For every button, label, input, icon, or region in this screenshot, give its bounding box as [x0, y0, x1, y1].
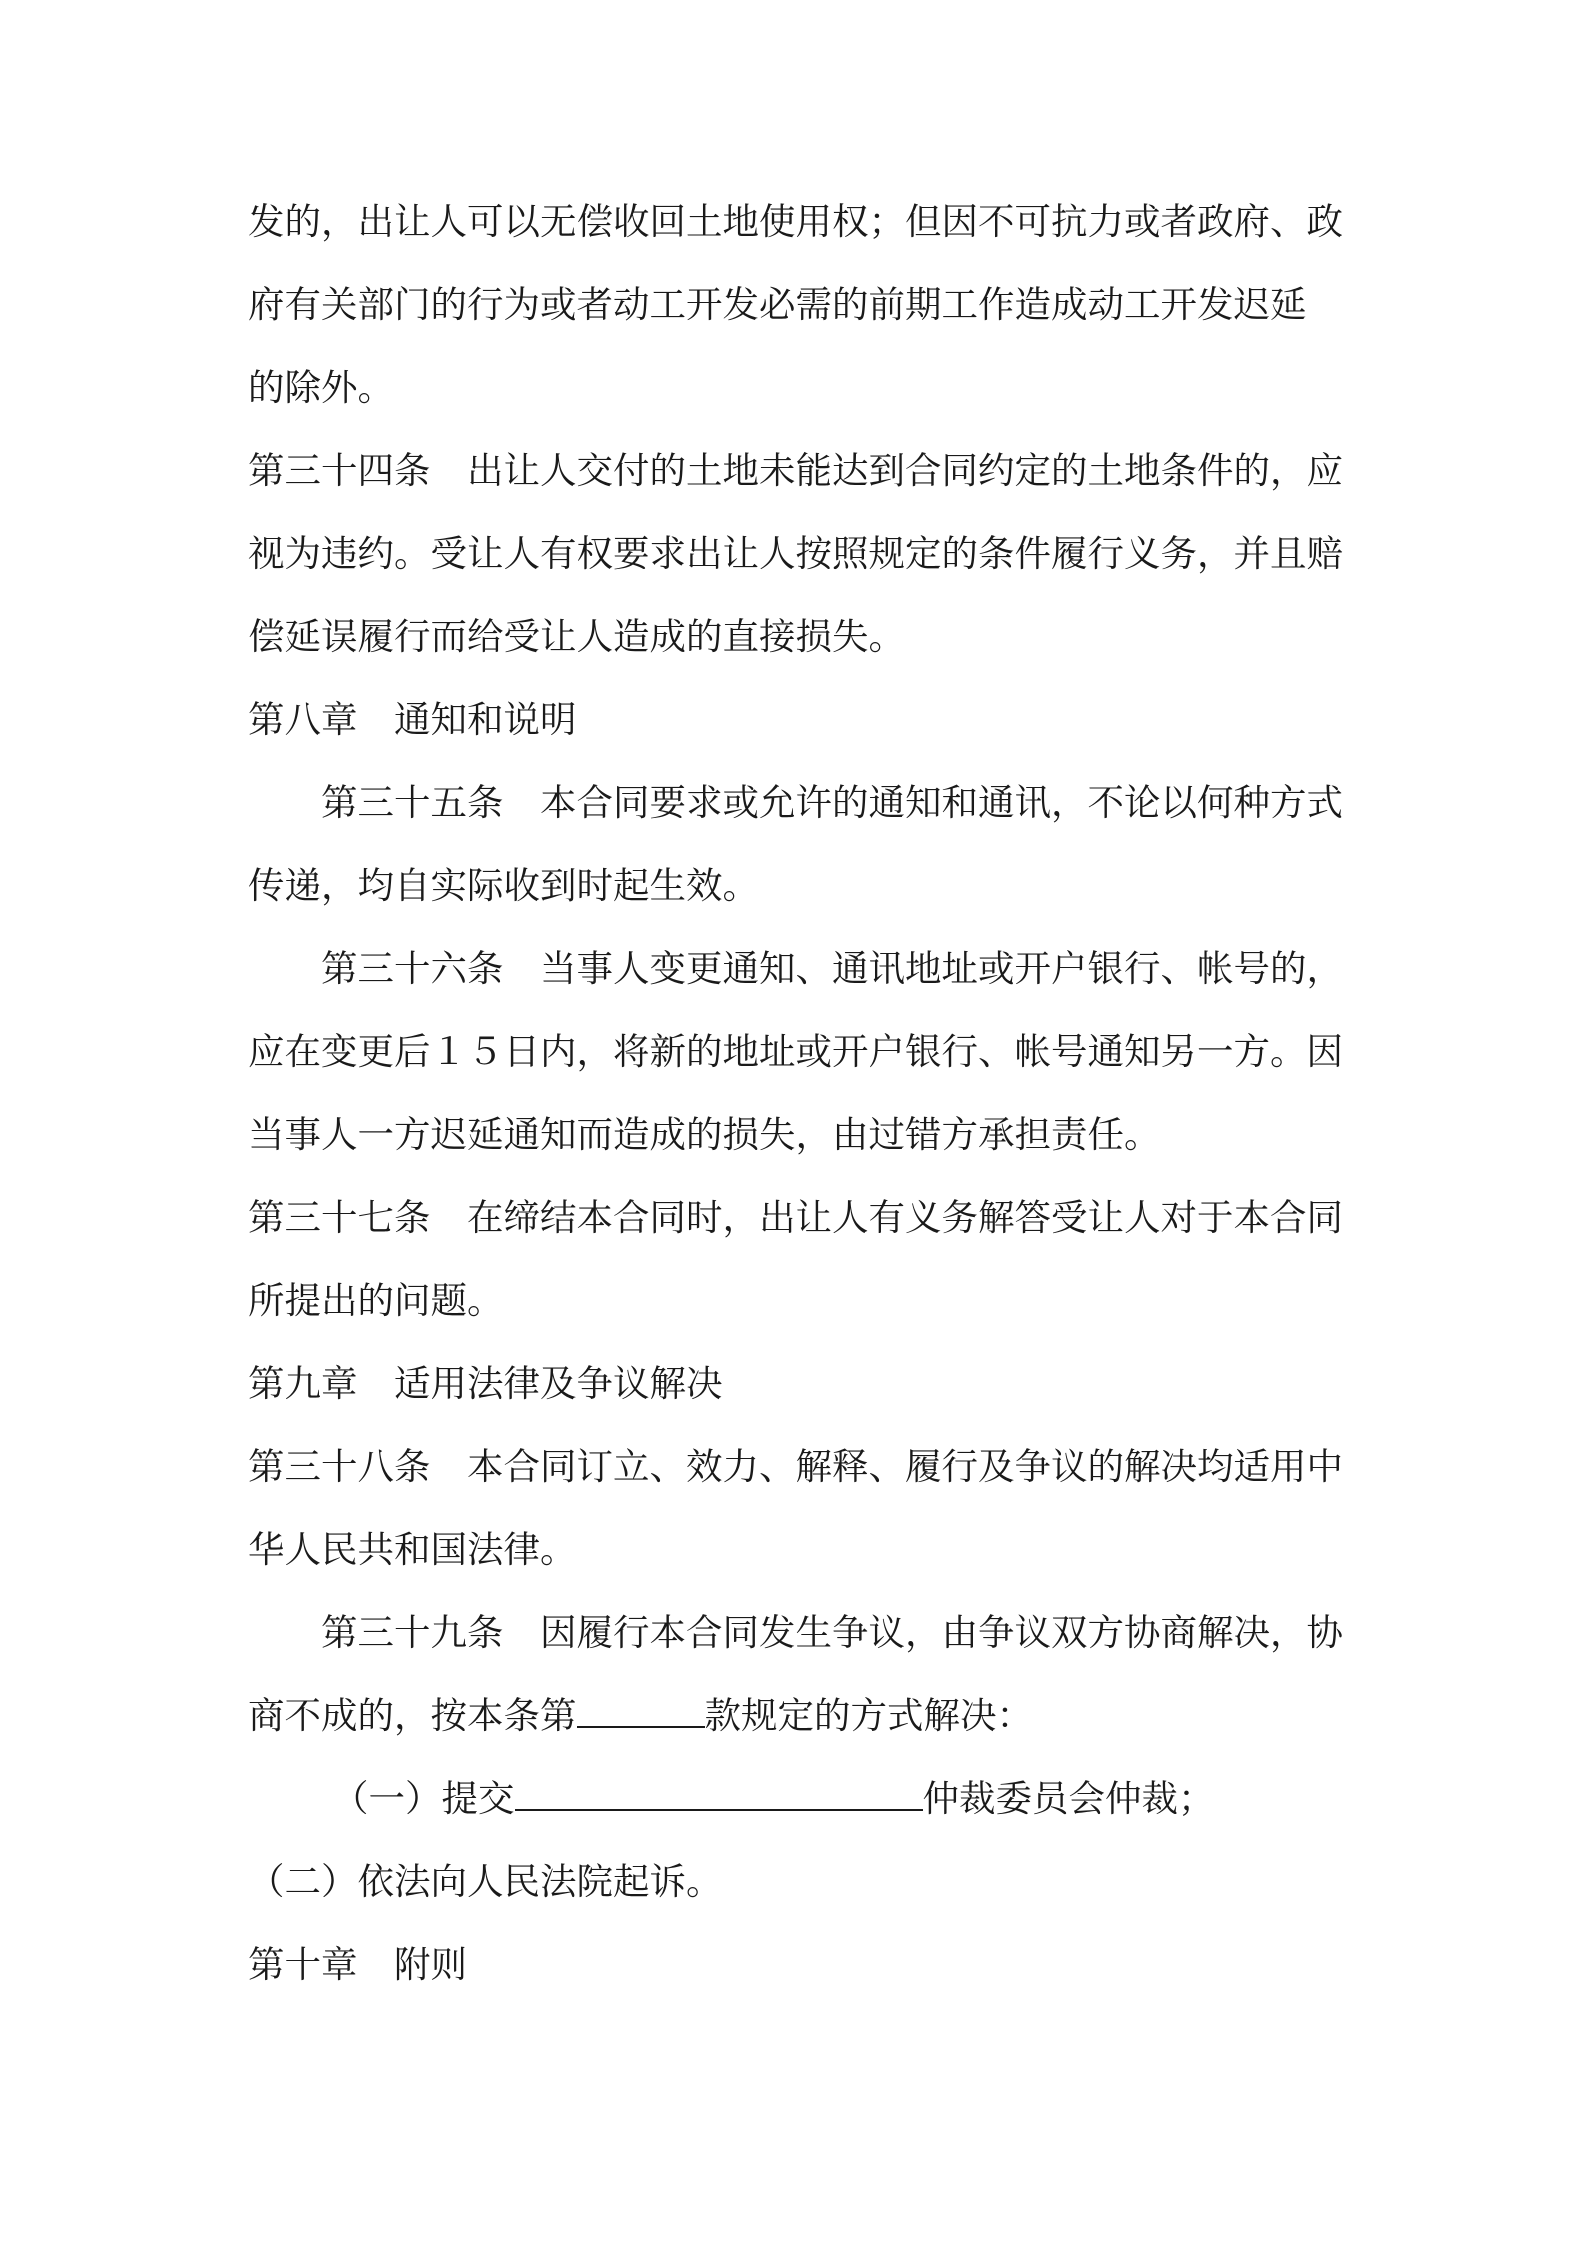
option-1-text: （一）提交	[332, 1777, 515, 1820]
article-39-text: 款规定的方式解决：	[704, 1694, 1033, 1737]
article-36-line: 应在变更后１５日内，将新的地址或开户银行、帐号通知另一方。因	[248, 1030, 1343, 1073]
text-line: 发的，出让人可以无偿收回土地使用权；但因不可抗力或者政府、政	[248, 200, 1343, 243]
article-37-line: 所提出的问题。	[248, 1279, 504, 1322]
article-35-line: 传递，均自实际收到时起生效。	[248, 864, 759, 907]
article-39-text: 商不成的，按本条第	[248, 1694, 577, 1737]
chapter-9-heading: 第九章 适用法律及争议解决	[248, 1362, 723, 1405]
article-39-line: 第三十九条 因履行本合同发生争议，由争议双方协商解决，协	[321, 1611, 1343, 1654]
option-1-text: 仲裁委员会仲裁；	[922, 1777, 1215, 1820]
chapter-8-heading: 第八章 通知和说明	[248, 698, 577, 741]
article-36-line: 第三十六条 当事人变更通知、通讯地址或开户银行、帐号的，	[321, 947, 1343, 990]
article-34-line: 偿延误履行而给受让人造成的直接损失。	[248, 615, 905, 658]
option-2-line: （二）依法向人民法院起诉。	[248, 1860, 723, 1903]
clause-number-blank	[577, 1696, 705, 1728]
text-line: 的除外。	[248, 366, 394, 409]
article-34-line: 视为违约。受让人有权要求出让人按照规定的条件履行义务，并且赔	[248, 532, 1343, 575]
option-1-line	[248, 1757, 1354, 1840]
article-35-line: 第三十五条 本合同要求或允许的通知和通讯，不论以何种方式	[321, 781, 1343, 824]
chapter-10-heading: 第十章 附则	[248, 1943, 467, 1986]
article-39-line	[248, 1674, 1354, 1757]
article-38-line: 第三十八条 本合同订立、效力、解释、履行及争议的解决均适用中	[248, 1445, 1343, 1488]
arbitration-commission-blank	[515, 1779, 923, 1811]
article-37-line: 第三十七条 在缔结本合同时，出让人有义务解答受让人对于本合同	[248, 1196, 1343, 1239]
article-36-line: 当事人一方迟延通知而造成的损失，由过错方承担责任。	[248, 1113, 1161, 1156]
text-line: 府有关部门的行为或者动工开发必需的前期工作造成动工开发迟延	[248, 283, 1307, 326]
article-38-line: 华人民共和国法律。	[248, 1528, 577, 1571]
article-34-line: 第三十四条 出让人交付的土地未能达到合同约定的土地条件的，应	[248, 449, 1343, 492]
